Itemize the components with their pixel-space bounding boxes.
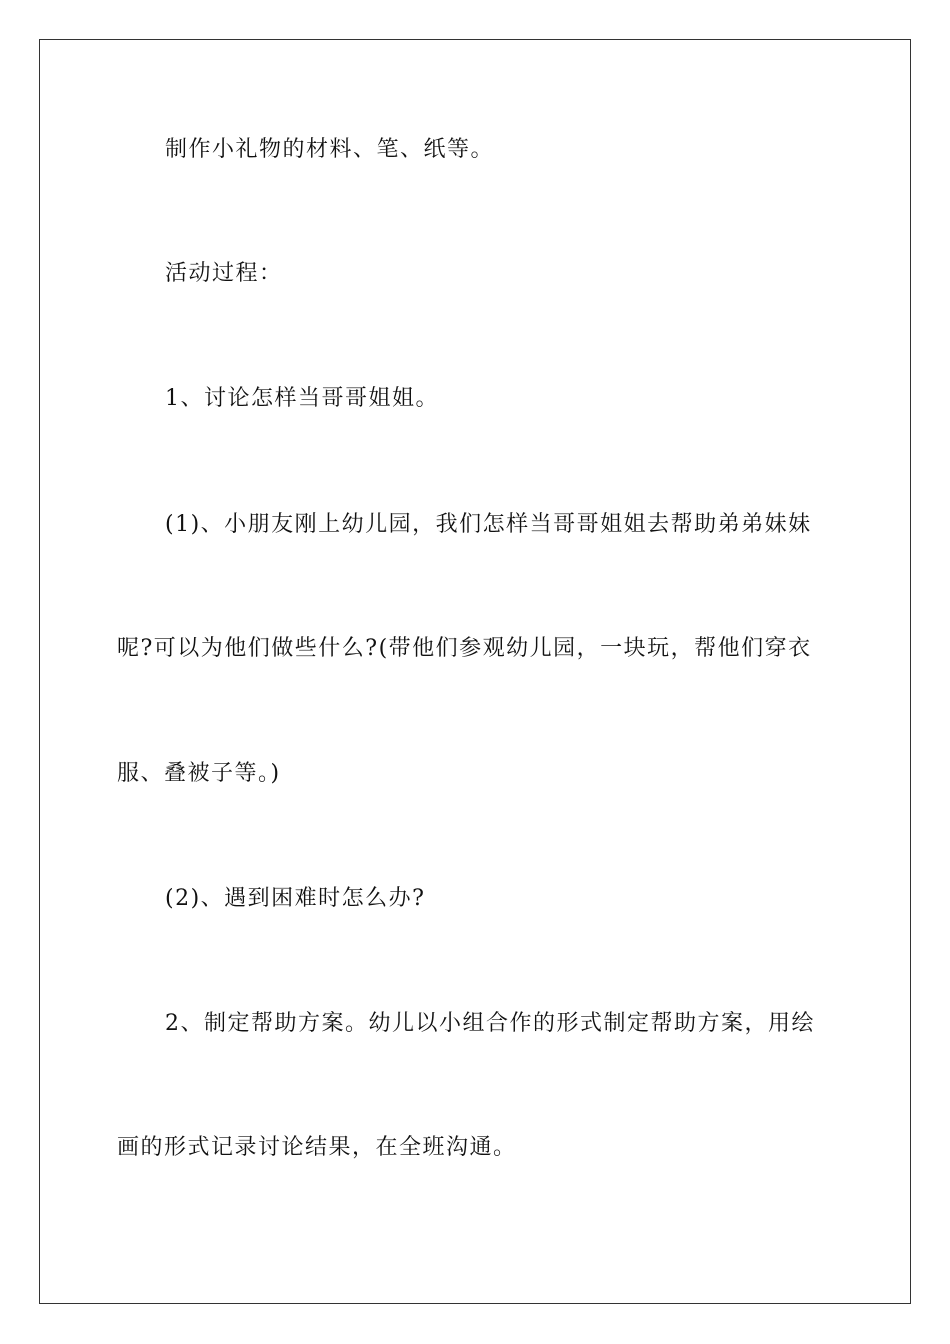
- page-frame: [39, 39, 911, 1304]
- step-2-line-1: 2、制定帮助方案。幼儿以小组合作的形式制定帮助方案，用绘: [165, 1011, 815, 1036]
- heading-activity-process: 活动过程：: [165, 261, 283, 286]
- step-1-title: 1、讨论怎样当哥哥姐姐。: [165, 386, 439, 411]
- step-1-item-1-line-2: 呢?可以为他们做些什么?(带他们参观幼儿园，一块玩，帮他们穿衣: [117, 636, 812, 661]
- step-1-item-1-line-1: (1)、小朋友刚上幼儿园，我们怎样当哥哥姐姐去帮助弟弟妹妹: [165, 512, 812, 537]
- step-2-line-2: 画的形式记录讨论结果，在全班沟通。: [117, 1135, 517, 1160]
- paragraph-materials: 制作小礼物的材料、笔、纸等。: [165, 137, 495, 162]
- step-1-item-2: (2)、遇到困难时怎么办?: [165, 886, 426, 911]
- step-1-item-1-line-3: 服、叠被子等。): [117, 761, 281, 786]
